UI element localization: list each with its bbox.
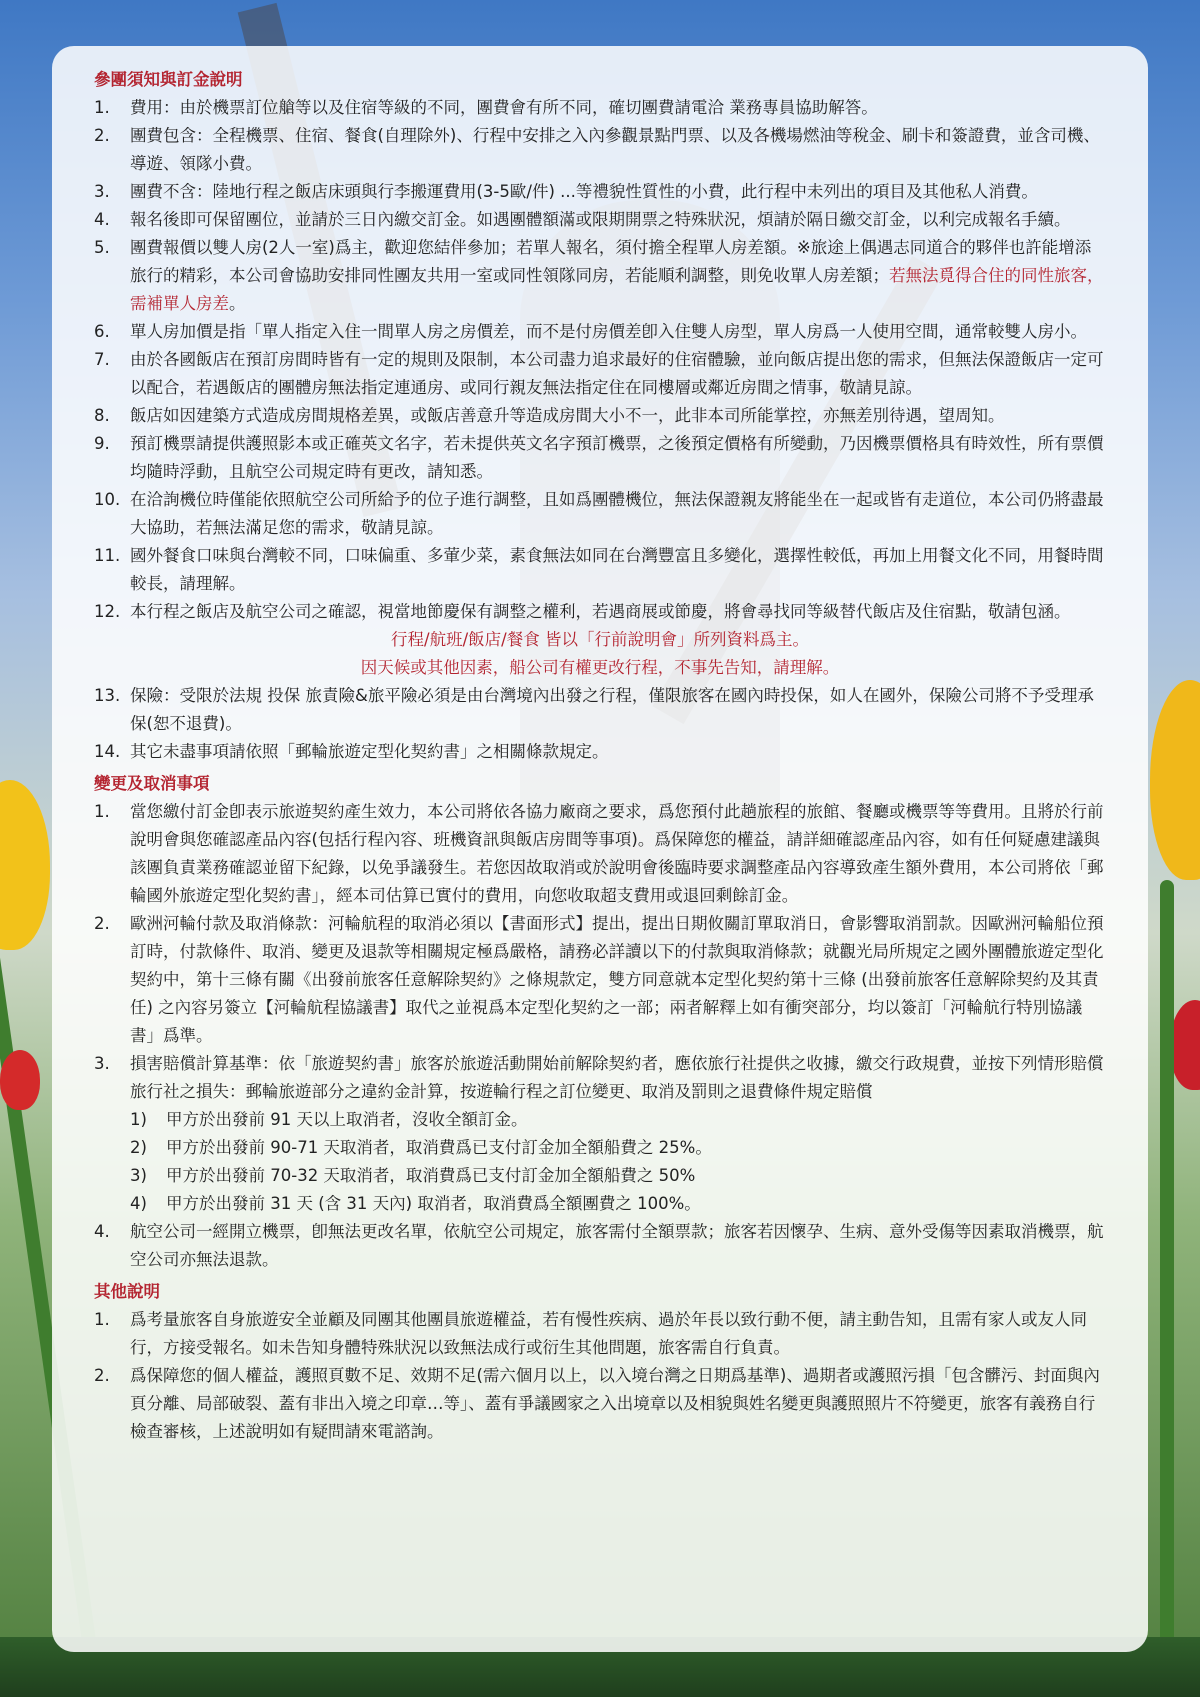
- item-text: 當您繳付訂金卽表示旅遊契約產生效力，本公司將依各協力廠商之要求，爲您預付此趟旅程的旅館、餐廳或機票等等費用。且將於行前說明會與您確認產品內容(包括行程內容、班機資訊與飯店房間等事項)。爲保障您的權益，請詳細確認產品內容，如有任何疑慮建議與該團負責業務確認並留下紀錄，以免爭議發生。若您因故取消或於說明會後臨時要求調整產品內容導致產生額外費用，本公司將依「郵輪國外旅遊定型化契約書」，經本司估算已實付的費用，向您收取超支費用或退回剩餘訂金。: [130, 802, 1104, 905]
- item-number: 6.: [94, 322, 110, 341]
- list-item: [94, 1050, 1106, 1106]
- sub-item-number: 2): [130, 1138, 147, 1157]
- item-number: 3.: [94, 1054, 110, 1073]
- sub-item-number: 4): [130, 1194, 147, 1213]
- list-item: [94, 206, 1106, 234]
- item-number: 1.: [94, 98, 110, 117]
- item-text-tail: 。: [229, 294, 246, 313]
- list-item: [94, 318, 1106, 346]
- sub-item-text: 甲方於出發前 70-32 天取消者，取消費爲已支付訂金加全額船費之 50%: [166, 1166, 696, 1185]
- sub-item: [94, 1190, 1106, 1218]
- item-text: 其它未盡事項請依照「郵輪旅遊定型化契約書」之相關條款規定。: [130, 742, 609, 761]
- item-number: 1.: [94, 802, 110, 821]
- sub-item-number: 1): [130, 1110, 147, 1129]
- section-booking-notes: [94, 66, 1106, 766]
- item-number: 8.: [94, 406, 110, 425]
- item-number: 12.: [94, 602, 121, 621]
- item-number: 9.: [94, 434, 110, 453]
- list-item: [94, 234, 1106, 318]
- item-number: 1.: [94, 1310, 110, 1329]
- item-text: 本行程之飯店及航空公司之確認，視當地節慶保有調整之權利，若遇商展或節慶，將會尋找同等級替代飯店及住宿點，敬請包涵。: [130, 602, 1071, 621]
- item-number: 2.: [94, 1366, 110, 1385]
- item-text: 保險：受限於法規 投保 旅責險&旅平險必須是由台灣境內出發之行程，僅限旅客在國內時投保，如人在國外，保險公司將不予受理承保(恕不退費)。: [130, 686, 1094, 733]
- section-changes-cancellation: [94, 770, 1106, 1274]
- sub-item: [94, 1106, 1106, 1134]
- list-item: [94, 542, 1106, 598]
- item-number: 13.: [94, 686, 121, 705]
- list-item: [94, 1306, 1106, 1362]
- item-text: 團費包含：全程機票、住宿、餐食(自理除外)、行程中安排之入內參觀景點門票、以及各機場燃油等稅金、刷卡和簽證費，並含司機、導遊、領隊小費。: [130, 126, 1100, 173]
- info-panel: [52, 46, 1148, 1652]
- list-item: [94, 598, 1106, 626]
- section-other-notes: [94, 1278, 1106, 1446]
- item-list: [94, 1306, 1106, 1446]
- sub-item-text: 甲方於出發前 31 天 (含 31 天內) 取消者，取消費爲全額團費之 100%。: [166, 1194, 701, 1213]
- list-item: [94, 430, 1106, 486]
- item-number: 7.: [94, 350, 110, 369]
- sub-item-text: 甲方於出發前 91 天以上取消者，沒收全額訂金。: [166, 1110, 528, 1129]
- item-text: 爲保障您的個人權益，護照頁數不足、效期不足(需六個月以上，以入境台灣之日期爲基準)、過期者或護照污損「包含髒污、封面與內頁分離、局部破裂、蓋有非出入境之印章…等」、蓋有爭議國家之入出境章以及相貌與姓名變更與護照照片不符變更，旅客有義務自行檢查審核，上述說明如有疑問請來電諮詢。: [130, 1366, 1100, 1441]
- item-number: 3.: [94, 182, 110, 201]
- list-item: [94, 122, 1106, 178]
- item-number: 14.: [94, 742, 121, 761]
- list-item: [94, 910, 1106, 1050]
- list-item: [94, 682, 1106, 738]
- item-text: 由於各國飯店在預訂房間時皆有一定的規則及限制，本公司盡力追求最好的住宿體驗，並向飯店提出您的需求，但無法保證飯店一定可以配合，若遇飯店的團體房無法指定連通房、或同行親友無法指定住在同樓層或鄰近房間之情事，敬請見諒。: [130, 350, 1104, 397]
- item-text: 單人房加價是指「單人指定入住一間單人房之房價差，而不是付房價差卽入住雙人房型，單人房爲一人使用空間，通常較雙人房小。: [130, 322, 1087, 341]
- item-list: [94, 94, 1106, 626]
- item-text: 爲考量旅客自身旅遊安全並顧及同團其他團員旅遊權益，若有慢性疾病、過於年長以致行動不便，請主動告知，且需有家人或友人同行，方接受報名。如未告知身體特殊狀況以致無法成行或衍生其他問題，旅客需自行負責。: [130, 1310, 1087, 1357]
- item-number: 2.: [94, 126, 110, 145]
- section-title: 變更及取消事項: [94, 774, 210, 793]
- list-item: [94, 402, 1106, 430]
- item-number: 5.: [94, 238, 110, 257]
- item-text: 報名後即可保留團位，並請於三日內繳交訂金。如遇團體額滿或限期開票之特殊狀況，煩請於隔日繳交訂金，以利完成報名手續。: [130, 210, 1071, 229]
- item-list: [94, 798, 1106, 1106]
- item-text: 損害賠償計算基準：依「旅遊契約書」旅客於旅遊活動開始前解除契約者，應依旅行社提供之收據，繳交行政規費，並按下列情形賠償旅行社之損失：郵輪旅遊部分之違約金計算，按遊輪行程之訂位變更、取消及罰則之退費條件規定賠償: [130, 1054, 1104, 1101]
- item-text: 歐洲河輪付款及取消條款：河輪航程的取消必須以【書面形式】提出，提出日期攸關訂單取消日，會影響取消罰款。因歐洲河輪船位預訂時，付款條件、取消、變更及退款等相關規定極爲嚴格，請務必詳讀以下的付款與取消條款；就觀光局所規定之國外團體旅遊定型化契約中，第十三條有關《出發前旅客任意解除契約》之條規款定，雙方同意就本定型化契約第十三條 (出發前旅客任意解除契約及其責任) 之內容另簽立【河輪航程協議書】取代之並視爲本定型化契約之一部；兩者解釋上如有衝突部分，均以簽訂「河輪航行特別協議書」爲準。: [130, 914, 1104, 1045]
- item-list: [94, 682, 1106, 766]
- item-number: 4.: [94, 210, 110, 229]
- list-item: [94, 798, 1106, 910]
- item-text: [130, 234, 1106, 318]
- list-item: [94, 1362, 1106, 1446]
- center-note: 因天候或其他因素，船公司有權更改行程，不事先告知，請理解。: [360, 658, 840, 677]
- item-text-main: 團費報價以雙人房(2人一室)爲主，歡迎您結伴參加；若單人報名，須付擔全程單人房差額。※旅途上偶遇志同道合的夥伴也許能增添旅行的精彩，本公司會協助安排同性團友共用一室或同性領隊同房，若能順利調整，則免收單人房差額；: [130, 238, 1092, 285]
- item-list: [94, 1218, 1106, 1274]
- item-number: 10.: [94, 490, 121, 509]
- highlight-text: 若無法覓得合住的同性旅客，需補單人房差: [130, 266, 1104, 313]
- item-number: 2.: [94, 914, 110, 933]
- sub-item: [94, 1134, 1106, 1162]
- list-item: [94, 178, 1106, 206]
- item-text: 航空公司一經開立機票，卽無法更改名單，依航空公司規定，旅客需付全額票款；旅客若因懷孕、生病、意外受傷等因素取消機票，航空公司亦無法退款。: [130, 1222, 1104, 1269]
- section-title: 參團須知與訂金說明: [94, 70, 243, 89]
- item-text: 費用：由於機票訂位艙等以及住宿等級的不同，團費會有所不同，確切團費請電洽 業務專員協助解答。: [130, 98, 878, 117]
- item-text: 飯店如因建築方式造成房間規格差異，或飯店善意升等造成房間大小不一，此非本司所能掌控，亦無差別待遇，望周知。: [130, 406, 1005, 425]
- sub-item-number: 3): [130, 1166, 147, 1185]
- item-text: 團費不含：陸地行程之飯店床頭與行李搬運費用(3-5歐/件) ...等禮貌性質性的小費，此行程中未列出的項目及其他私人消費。: [130, 182, 1038, 201]
- item-text: 預訂機票請提供護照影本或正確英文名字，若未提供英文名字預訂機票，之後預定價格有所變動，乃因機票價格具有時效性，所有票價均隨時浮動，且航空公司規定時有更改，請知悉。: [130, 434, 1104, 481]
- sub-item-text: 甲方於出發前 90-71 天取消者，取消費爲已支付訂金加全額船費之 25%。: [166, 1138, 712, 1157]
- list-item: [94, 1218, 1106, 1274]
- item-text: 國外餐食口味與台灣較不同，口味偏重、多葷少菜，素食無法如同在台灣豐富且多變化，選擇性較低，再加上用餐文化不同，用餐時間較長，請理解。: [130, 546, 1104, 593]
- center-note: 行程/航班/飯店/餐食 皆以「行前說明會」所列資料爲主。: [391, 630, 809, 649]
- list-item: [94, 738, 1106, 766]
- item-number: 11.: [94, 546, 121, 565]
- list-item: [94, 346, 1106, 402]
- list-item: [94, 486, 1106, 542]
- sub-item: [94, 1162, 1106, 1190]
- item-text: 在洽詢機位時僅能依照航空公司所給予的位子進行調整，且如爲團體機位，無法保證親友將能坐在一起或皆有走道位，本公司仍將盡最大協助，若無法滿足您的需求，敬請見諒。: [130, 490, 1104, 537]
- section-title: 其他說明: [94, 1282, 160, 1301]
- list-item: [94, 94, 1106, 122]
- item-number: 4.: [94, 1222, 110, 1241]
